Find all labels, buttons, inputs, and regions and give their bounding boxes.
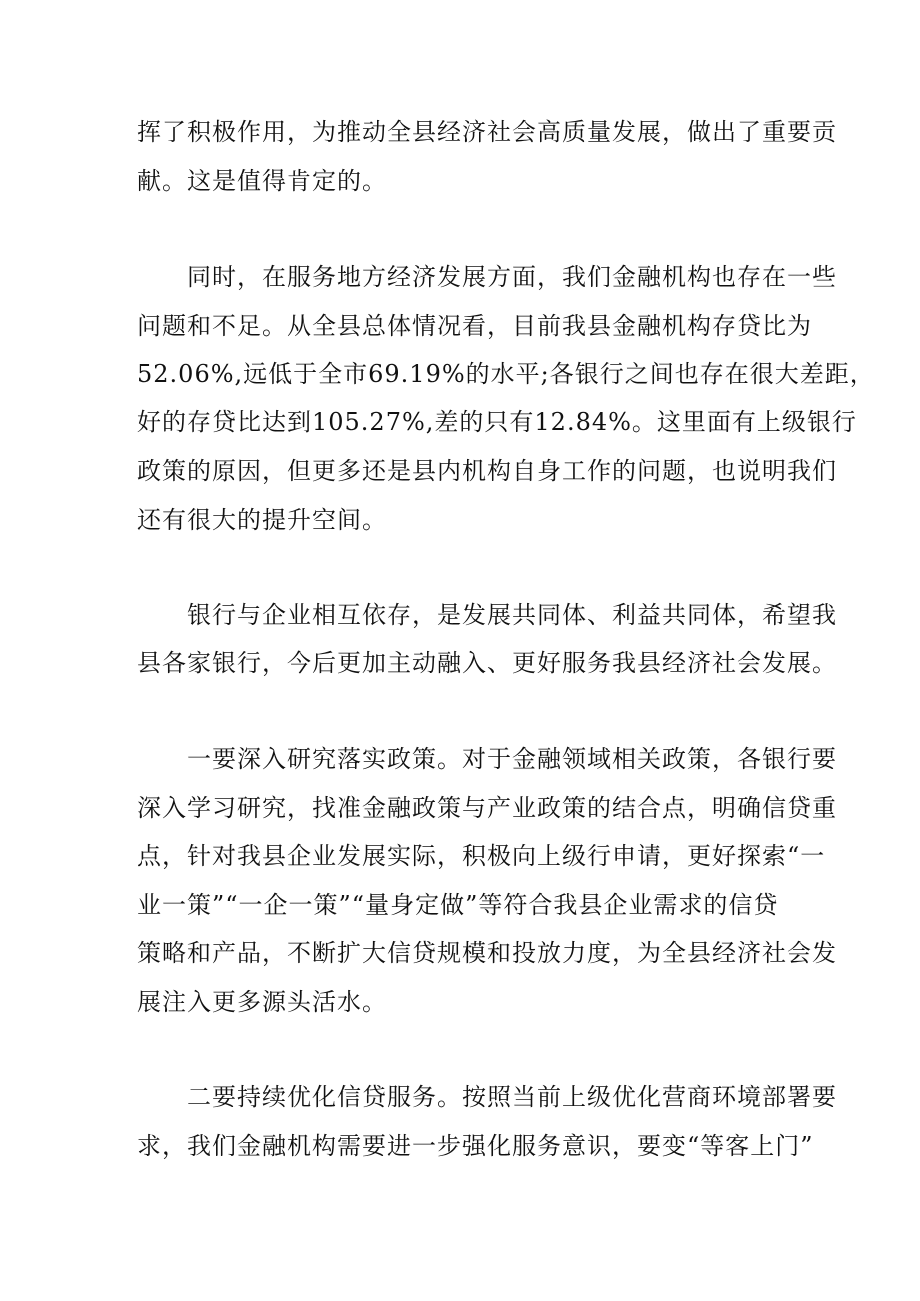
paragraph-4-line-1: 一要深入研究落实政策。对于金融领域相关政策，各银行要	[187, 745, 837, 773]
paragraph-1-line-2: 献。这是值得肯定的。	[137, 167, 387, 195]
paragraph-2-line-6: 还有很大的提升空间。	[137, 506, 387, 534]
paragraph-2-line-2: 问题和不足。从全县总体情况看，目前我县金融机构存贷比为	[137, 312, 812, 340]
paragraph-4-line-2: 深入学习研究，找准金融政策与产业政策的结合点，明确信贷重	[137, 794, 837, 822]
paragraph-5-line-1: 二要持续优化信贷服务。按照当前上级优化营商环境部署要	[187, 1083, 837, 1111]
paragraph-3-line-2: 县各家银行，今后更加主动融入、更好服务我县经济社会发展。	[137, 649, 837, 677]
paragraph-2-line-4: 好的存贷比达到105.27%,差的只有12.84%。这里面有上级银行	[137, 408, 857, 436]
paragraph-1-line-1: 挥了积极作用，为推动全县经济社会高质量发展，做出了重要贡	[137, 118, 837, 146]
paragraph-2-line-1: 同时，在服务地方经济发展方面，我们金融机构也存在一些	[187, 263, 837, 291]
paragraph-5-line-2: 求，我们金融机构需要进一步强化服务意识，要变“等客上门”	[137, 1132, 814, 1160]
paragraph-4-line-4: 业一策”“一企一策”“量身定做”等符合我县企业需求的信贷	[137, 891, 779, 919]
paragraph-4-line-5: 策略和产品，不断扩大信贷规模和投放力度，为全县经济社会发	[137, 939, 837, 967]
paragraph-4-line-6: 展注入更多源头活水。	[137, 988, 387, 1016]
paragraph-3-line-1: 银行与企业相互依存，是发展共同体、利益共同体，希望我	[187, 601, 837, 629]
paragraph-2-line-5: 政策的原因，但更多还是县内机构自身工作的问题，也说明我们	[137, 457, 837, 485]
paragraph-4-line-3: 点，针对我县企业发展实际，积极向上级行申请，更好探索“一	[137, 842, 826, 870]
paragraph-2-line-3: 52.06%,远低于全市69.19%的水平;各银行之间也存在很大差距，	[137, 360, 875, 388]
